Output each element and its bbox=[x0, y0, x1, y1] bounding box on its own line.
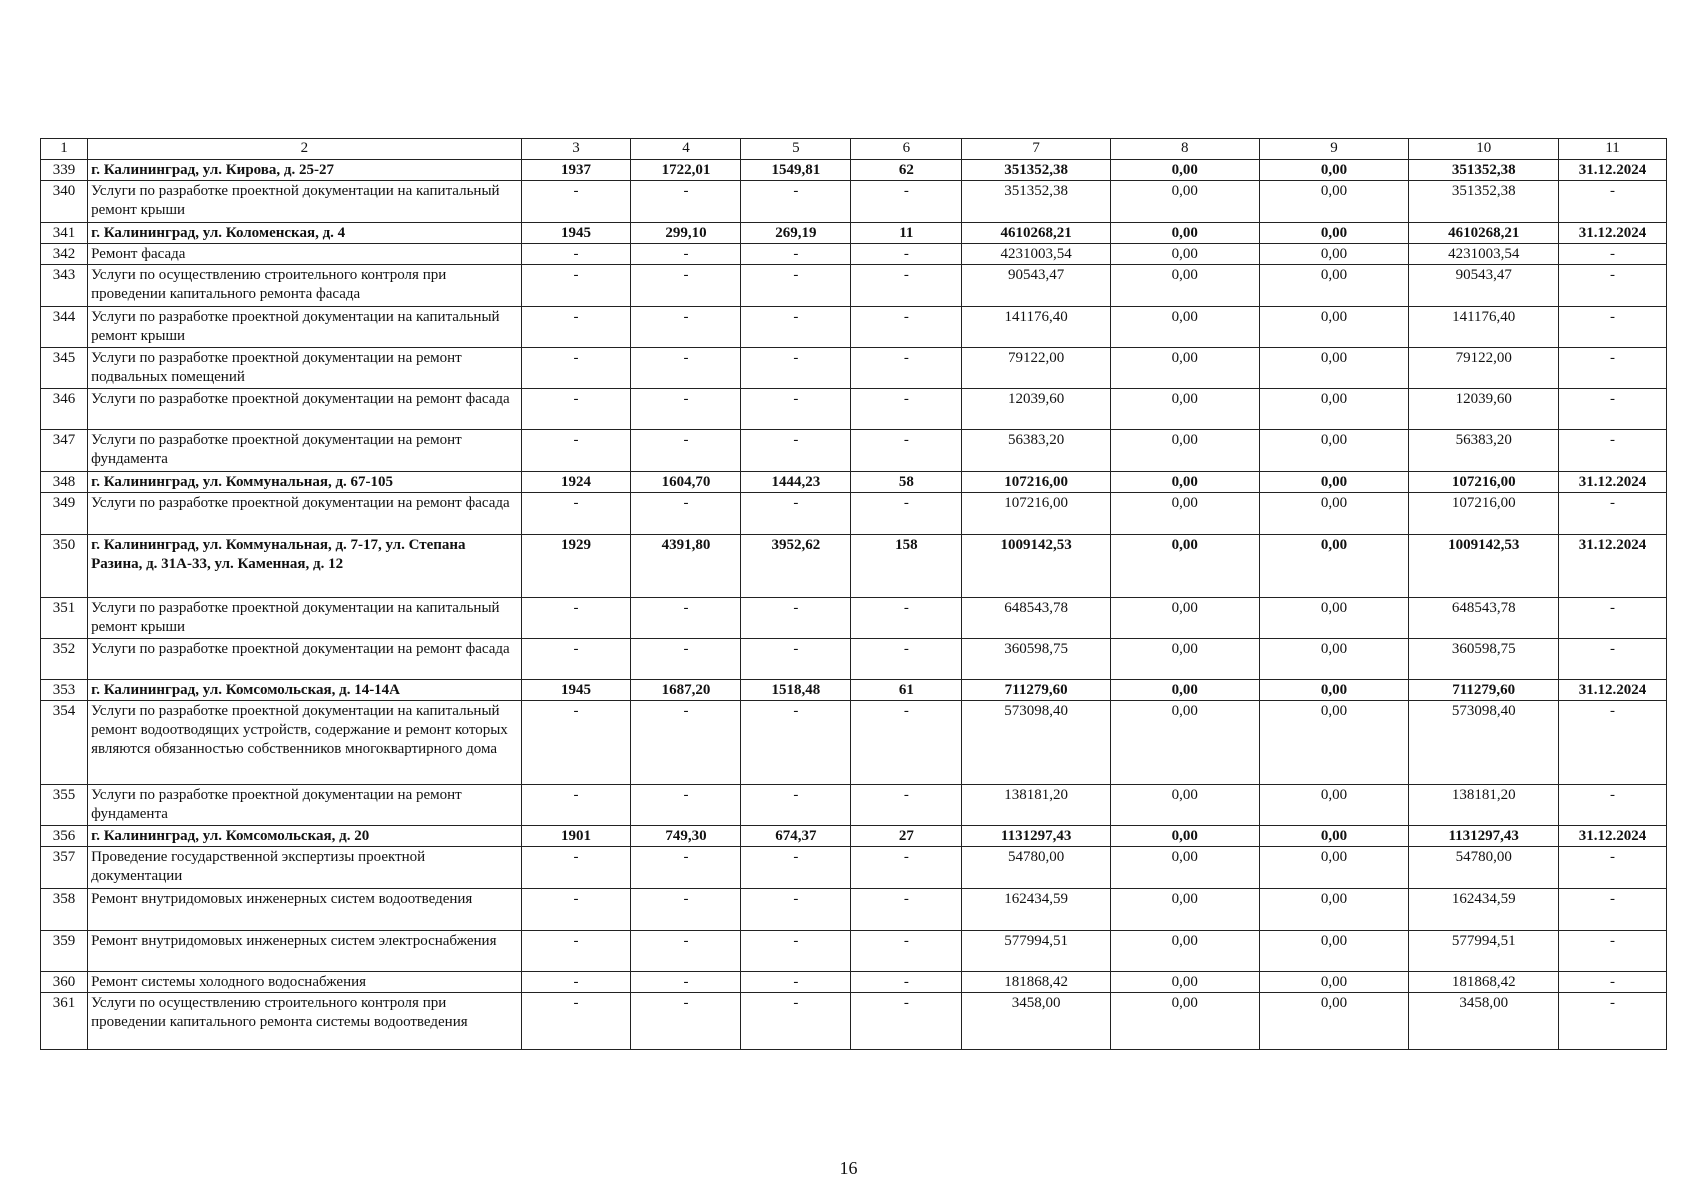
cell-year-built: 1901 bbox=[521, 826, 631, 847]
cell-owner-funds: 1009142,53 bbox=[1409, 535, 1559, 598]
cell-description: г. Калининград, ул. Коммунальная, д. 7-17, ул. Степана Разина, д. 31А-33, ул. Каменная, д. 12 bbox=[88, 535, 521, 598]
building-row bbox=[41, 223, 1667, 244]
column-header-11: 11 bbox=[1559, 139, 1667, 160]
cell-total-area: 1604,70 bbox=[631, 472, 741, 493]
cell-total-cost: 648543,78 bbox=[962, 598, 1111, 639]
cell-year-built: - bbox=[521, 181, 631, 223]
cell-fund-a-amount: 0,00 bbox=[1110, 181, 1259, 223]
cell-total-cost: 360598,75 bbox=[962, 639, 1111, 680]
cell-residents: 58 bbox=[851, 472, 962, 493]
cell-residents: - bbox=[851, 348, 962, 389]
cell-total-cost: 141176,40 bbox=[962, 307, 1111, 348]
cell-year-built: - bbox=[521, 348, 631, 389]
cell-completion-date: - bbox=[1559, 265, 1667, 307]
cell-living-area: - bbox=[741, 931, 851, 972]
cell-description: г. Калининград, ул. Комсомольская, д. 14-14А bbox=[88, 680, 521, 701]
cell-fund-b-amount: 0,00 bbox=[1259, 847, 1409, 889]
work-item-row bbox=[41, 348, 1667, 389]
cell-total-cost: 107216,00 bbox=[962, 493, 1111, 535]
cell-completion-date: - bbox=[1559, 785, 1667, 826]
cell-total-area: 1687,20 bbox=[631, 680, 741, 701]
cell-living-area: - bbox=[741, 493, 851, 535]
cell-completion-date: - bbox=[1559, 244, 1667, 265]
cell-total-area: 1722,01 bbox=[631, 160, 741, 181]
cell-completion-date: - bbox=[1559, 993, 1667, 1050]
cell-living-area: - bbox=[741, 847, 851, 889]
cell-completion-date: 31.12.2024 bbox=[1559, 160, 1667, 181]
work-item-row bbox=[41, 639, 1667, 680]
cell-year-built: - bbox=[521, 639, 631, 680]
cell-fund-b-amount: 0,00 bbox=[1259, 680, 1409, 701]
cell-year-built: - bbox=[521, 889, 631, 931]
column-header-5: 5 bbox=[741, 139, 851, 160]
cell-fund-b-amount: 0,00 bbox=[1259, 931, 1409, 972]
cell-row-number: 348 bbox=[41, 472, 88, 493]
cell-row-number: 343 bbox=[41, 265, 88, 307]
cell-total-area: - bbox=[631, 931, 741, 972]
cell-owner-funds: 3458,00 bbox=[1409, 993, 1559, 1050]
work-item-row bbox=[41, 493, 1667, 535]
cell-fund-a-amount: 0,00 bbox=[1110, 931, 1259, 972]
cell-fund-b-amount: 0,00 bbox=[1259, 244, 1409, 265]
cell-total-area: - bbox=[631, 785, 741, 826]
cell-total-cost: 90543,47 bbox=[962, 265, 1111, 307]
cell-completion-date: - bbox=[1559, 847, 1667, 889]
cell-residents: - bbox=[851, 993, 962, 1050]
cell-fund-a-amount: 0,00 bbox=[1110, 993, 1259, 1050]
cell-description: Услуги по разработке проектной документации на ремонт фасада bbox=[88, 493, 521, 535]
cell-living-area: - bbox=[741, 348, 851, 389]
cell-completion-date: 31.12.2024 bbox=[1559, 826, 1667, 847]
cell-owner-funds: 573098,40 bbox=[1409, 701, 1559, 785]
cell-completion-date: 31.12.2024 bbox=[1559, 535, 1667, 598]
cell-total-cost: 577994,51 bbox=[962, 931, 1111, 972]
cell-year-built: 1945 bbox=[521, 223, 631, 244]
cell-fund-b-amount: 0,00 bbox=[1259, 535, 1409, 598]
cell-residents: - bbox=[851, 307, 962, 348]
cell-total-cost: 138181,20 bbox=[962, 785, 1111, 826]
cell-owner-funds: 54780,00 bbox=[1409, 847, 1559, 889]
cell-row-number: 350 bbox=[41, 535, 88, 598]
cell-row-number: 342 bbox=[41, 244, 88, 265]
cell-total-area: - bbox=[631, 889, 741, 931]
work-item-row bbox=[41, 598, 1667, 639]
cell-total-area: - bbox=[631, 265, 741, 307]
cell-total-area: 299,10 bbox=[631, 223, 741, 244]
cell-living-area: 3952,62 bbox=[741, 535, 851, 598]
cell-residents: 61 bbox=[851, 680, 962, 701]
cell-residents: - bbox=[851, 493, 962, 535]
cell-fund-a-amount: 0,00 bbox=[1110, 639, 1259, 680]
cell-total-area: - bbox=[631, 348, 741, 389]
work-item-row bbox=[41, 972, 1667, 993]
cell-completion-date: - bbox=[1559, 889, 1667, 931]
cell-total-cost: 3458,00 bbox=[962, 993, 1111, 1050]
cell-total-area: - bbox=[631, 598, 741, 639]
cell-owner-funds: 56383,20 bbox=[1409, 430, 1559, 472]
work-item-row bbox=[41, 701, 1667, 785]
cell-fund-b-amount: 0,00 bbox=[1259, 598, 1409, 639]
cell-residents: - bbox=[851, 181, 962, 223]
cell-residents: - bbox=[851, 389, 962, 430]
work-item-row bbox=[41, 889, 1667, 931]
column-header-1: 1 bbox=[41, 139, 88, 160]
cell-owner-funds: 360598,75 bbox=[1409, 639, 1559, 680]
cell-fund-b-amount: 0,00 bbox=[1259, 785, 1409, 826]
cell-total-cost: 1131297,43 bbox=[962, 826, 1111, 847]
cell-residents: - bbox=[851, 244, 962, 265]
cell-row-number: 351 bbox=[41, 598, 88, 639]
cell-row-number: 347 bbox=[41, 430, 88, 472]
cell-year-built: - bbox=[521, 993, 631, 1050]
cell-description: г. Калининград, ул. Комсомольская, д. 20 bbox=[88, 826, 521, 847]
cell-description: г. Калининград, ул. Коммунальная, д. 67-105 bbox=[88, 472, 521, 493]
cell-owner-funds: 1131297,43 bbox=[1409, 826, 1559, 847]
column-header-3: 3 bbox=[521, 139, 631, 160]
cell-fund-b-amount: 0,00 bbox=[1259, 993, 1409, 1050]
cell-total-area: - bbox=[631, 493, 741, 535]
cell-residents: - bbox=[851, 639, 962, 680]
cell-fund-a-amount: 0,00 bbox=[1110, 307, 1259, 348]
cell-completion-date: - bbox=[1559, 307, 1667, 348]
cell-living-area: - bbox=[741, 181, 851, 223]
building-row bbox=[41, 160, 1667, 181]
cell-total-area: - bbox=[631, 430, 741, 472]
cell-residents: - bbox=[851, 785, 962, 826]
cell-living-area: - bbox=[741, 785, 851, 826]
cell-fund-b-amount: 0,00 bbox=[1259, 389, 1409, 430]
work-item-row bbox=[41, 847, 1667, 889]
cell-owner-funds: 577994,51 bbox=[1409, 931, 1559, 972]
cell-completion-date: - bbox=[1559, 598, 1667, 639]
work-item-row bbox=[41, 430, 1667, 472]
cell-living-area: - bbox=[741, 972, 851, 993]
cell-fund-a-amount: 0,00 bbox=[1110, 680, 1259, 701]
cell-residents: - bbox=[851, 931, 962, 972]
cell-year-built: - bbox=[521, 307, 631, 348]
cell-description: Ремонт внутридомовых инженерных систем электроснабжения bbox=[88, 931, 521, 972]
work-item-row bbox=[41, 307, 1667, 348]
cell-completion-date: 31.12.2024 bbox=[1559, 680, 1667, 701]
cell-fund-a-amount: 0,00 bbox=[1110, 847, 1259, 889]
work-item-row bbox=[41, 785, 1667, 826]
cell-owner-funds: 141176,40 bbox=[1409, 307, 1559, 348]
work-item-row bbox=[41, 389, 1667, 430]
cell-living-area: - bbox=[741, 701, 851, 785]
cell-living-area: 1518,48 bbox=[741, 680, 851, 701]
cell-owner-funds: 79122,00 bbox=[1409, 348, 1559, 389]
building-row bbox=[41, 535, 1667, 598]
cell-fund-b-amount: 0,00 bbox=[1259, 181, 1409, 223]
cell-fund-a-amount: 0,00 bbox=[1110, 972, 1259, 993]
cell-fund-b-amount: 0,00 bbox=[1259, 265, 1409, 307]
cell-residents: - bbox=[851, 598, 962, 639]
cell-owner-funds: 4610268,21 bbox=[1409, 223, 1559, 244]
cell-owner-funds: 351352,38 bbox=[1409, 160, 1559, 181]
cell-description: Ремонт фасада bbox=[88, 244, 521, 265]
cell-fund-a-amount: 0,00 bbox=[1110, 389, 1259, 430]
cell-total-area: 4391,80 bbox=[631, 535, 741, 598]
cell-residents: 62 bbox=[851, 160, 962, 181]
cell-residents: 11 bbox=[851, 223, 962, 244]
cell-owner-funds: 107216,00 bbox=[1409, 472, 1559, 493]
cell-completion-date: - bbox=[1559, 430, 1667, 472]
cell-total-cost: 573098,40 bbox=[962, 701, 1111, 785]
cell-total-cost: 56383,20 bbox=[962, 430, 1111, 472]
cell-total-area: - bbox=[631, 993, 741, 1050]
cell-fund-b-amount: 0,00 bbox=[1259, 826, 1409, 847]
cell-owner-funds: 648543,78 bbox=[1409, 598, 1559, 639]
cell-total-area: - bbox=[631, 181, 741, 223]
cell-fund-a-amount: 0,00 bbox=[1110, 265, 1259, 307]
cell-fund-b-amount: 0,00 bbox=[1259, 701, 1409, 785]
work-item-row bbox=[41, 181, 1667, 223]
cell-year-built: - bbox=[521, 847, 631, 889]
cell-completion-date: - bbox=[1559, 389, 1667, 430]
cell-fund-a-amount: 0,00 bbox=[1110, 493, 1259, 535]
cell-row-number: 339 bbox=[41, 160, 88, 181]
cell-owner-funds: 90543,47 bbox=[1409, 265, 1559, 307]
cell-fund-a-amount: 0,00 bbox=[1110, 160, 1259, 181]
building-row bbox=[41, 826, 1667, 847]
cell-living-area: 1444,23 bbox=[741, 472, 851, 493]
cell-description: Услуги по осуществлению строительного контроля при проведении капитального ремонта системы водоотведения bbox=[88, 993, 521, 1050]
cell-row-number: 352 bbox=[41, 639, 88, 680]
cell-year-built: - bbox=[521, 265, 631, 307]
cell-fund-b-amount: 0,00 bbox=[1259, 889, 1409, 931]
cell-owner-funds: 12039,60 bbox=[1409, 389, 1559, 430]
cell-owner-funds: 162434,59 bbox=[1409, 889, 1559, 931]
cell-description: Услуги по разработке проектной документации на капитальный ремонт крыши bbox=[88, 307, 521, 348]
cell-total-cost: 107216,00 bbox=[962, 472, 1111, 493]
cell-description: Услуги по разработке проектной документации на ремонт фасада bbox=[88, 389, 521, 430]
cell-total-area: - bbox=[631, 847, 741, 889]
cell-row-number: 357 bbox=[41, 847, 88, 889]
cell-total-area: - bbox=[631, 307, 741, 348]
cell-year-built: - bbox=[521, 598, 631, 639]
cell-living-area: - bbox=[741, 430, 851, 472]
cell-residents: - bbox=[851, 972, 962, 993]
cell-owner-funds: 351352,38 bbox=[1409, 181, 1559, 223]
cell-row-number: 346 bbox=[41, 389, 88, 430]
cell-residents: 27 bbox=[851, 826, 962, 847]
cell-description: Проведение государственной экспертизы проектной документации bbox=[88, 847, 521, 889]
cell-fund-b-amount: 0,00 bbox=[1259, 472, 1409, 493]
cell-row-number: 360 bbox=[41, 972, 88, 993]
column-header-8: 8 bbox=[1110, 139, 1259, 160]
cell-living-area: - bbox=[741, 598, 851, 639]
cell-fund-a-amount: 0,00 bbox=[1110, 889, 1259, 931]
cell-residents: 158 bbox=[851, 535, 962, 598]
cell-living-area: - bbox=[741, 265, 851, 307]
cell-row-number: 359 bbox=[41, 931, 88, 972]
cell-year-built: - bbox=[521, 931, 631, 972]
cell-row-number: 356 bbox=[41, 826, 88, 847]
cell-completion-date: - bbox=[1559, 639, 1667, 680]
cell-completion-date: 31.12.2024 bbox=[1559, 472, 1667, 493]
cell-living-area: 269,19 bbox=[741, 223, 851, 244]
cell-year-built: 1924 bbox=[521, 472, 631, 493]
column-header-2: 2 bbox=[88, 139, 521, 160]
cell-total-cost: 54780,00 bbox=[962, 847, 1111, 889]
cell-fund-a-amount: 0,00 bbox=[1110, 598, 1259, 639]
cell-fund-a-amount: 0,00 bbox=[1110, 223, 1259, 244]
cell-year-built: 1929 bbox=[521, 535, 631, 598]
cell-fund-a-amount: 0,00 bbox=[1110, 430, 1259, 472]
building-row bbox=[41, 680, 1667, 701]
column-header-7: 7 bbox=[962, 139, 1111, 160]
cell-description: Услуги по разработке проектной документации на ремонт фасада bbox=[88, 639, 521, 680]
cell-total-cost: 181868,42 bbox=[962, 972, 1111, 993]
cell-fund-b-amount: 0,00 bbox=[1259, 493, 1409, 535]
cell-fund-b-amount: 0,00 bbox=[1259, 348, 1409, 389]
cell-fund-a-amount: 0,00 bbox=[1110, 701, 1259, 785]
cell-row-number: 353 bbox=[41, 680, 88, 701]
building-row bbox=[41, 472, 1667, 493]
cell-description: Услуги по разработке проектной документации на капитальный ремонт крыши bbox=[88, 181, 521, 223]
work-item-row bbox=[41, 265, 1667, 307]
cell-owner-funds: 138181,20 bbox=[1409, 785, 1559, 826]
cell-fund-a-amount: 0,00 bbox=[1110, 535, 1259, 598]
cell-living-area: - bbox=[741, 889, 851, 931]
column-header-4: 4 bbox=[631, 139, 741, 160]
cell-completion-date: - bbox=[1559, 181, 1667, 223]
cell-fund-a-amount: 0,00 bbox=[1110, 348, 1259, 389]
cell-row-number: 345 bbox=[41, 348, 88, 389]
cell-year-built: - bbox=[521, 785, 631, 826]
cell-description: Услуги по разработке проектной документации на капитальный ремонт водоотводящих устройств, содержание и ремонт которых являются обязанностью собственников многоквартирного дома bbox=[88, 701, 521, 785]
cell-year-built: - bbox=[521, 244, 631, 265]
cell-total-cost: 351352,38 bbox=[962, 160, 1111, 181]
cell-total-area: - bbox=[631, 701, 741, 785]
cell-description: Услуги по осуществлению строительного контроля при проведении капитального ремонта фасада bbox=[88, 265, 521, 307]
cell-completion-date: 31.12.2024 bbox=[1559, 223, 1667, 244]
column-header-9: 9 bbox=[1259, 139, 1409, 160]
cell-total-area: - bbox=[631, 972, 741, 993]
cell-row-number: 361 bbox=[41, 993, 88, 1050]
cell-owner-funds: 181868,42 bbox=[1409, 972, 1559, 993]
page-number: 16 bbox=[839, 1158, 858, 1178]
cell-completion-date: - bbox=[1559, 972, 1667, 993]
cell-year-built: 1937 bbox=[521, 160, 631, 181]
cell-total-cost: 79122,00 bbox=[962, 348, 1111, 389]
cell-description: Ремонт системы холодного водоснабжения bbox=[88, 972, 521, 993]
cell-fund-a-amount: 0,00 bbox=[1110, 785, 1259, 826]
cell-owner-funds: 711279,60 bbox=[1409, 680, 1559, 701]
cell-living-area: - bbox=[741, 244, 851, 265]
column-number-header-row bbox=[41, 139, 1667, 160]
column-header-6: 6 bbox=[851, 139, 962, 160]
cell-completion-date: - bbox=[1559, 701, 1667, 785]
cell-living-area: - bbox=[741, 639, 851, 680]
cell-completion-date: - bbox=[1559, 931, 1667, 972]
cell-year-built: - bbox=[521, 430, 631, 472]
cell-total-cost: 162434,59 bbox=[962, 889, 1111, 931]
cell-row-number: 340 bbox=[41, 181, 88, 223]
cell-year-built: - bbox=[521, 389, 631, 430]
cell-description: Услуги по разработке проектной документации на капитальный ремонт крыши bbox=[88, 598, 521, 639]
cell-fund-b-amount: 0,00 bbox=[1259, 972, 1409, 993]
cell-description: г. Калининград, ул. Кирова, д. 25-27 bbox=[88, 160, 521, 181]
cell-living-area: - bbox=[741, 389, 851, 430]
cell-year-built: - bbox=[521, 972, 631, 993]
cell-total-area: - bbox=[631, 244, 741, 265]
cell-total-area: - bbox=[631, 639, 741, 680]
cell-owner-funds: 107216,00 bbox=[1409, 493, 1559, 535]
cell-fund-b-amount: 0,00 bbox=[1259, 307, 1409, 348]
repair-plan-table bbox=[40, 138, 1667, 1050]
cell-fund-a-amount: 0,00 bbox=[1110, 244, 1259, 265]
cell-fund-a-amount: 0,00 bbox=[1110, 826, 1259, 847]
cell-total-cost: 4610268,21 bbox=[962, 223, 1111, 244]
cell-residents: - bbox=[851, 847, 962, 889]
cell-total-cost: 4231003,54 bbox=[962, 244, 1111, 265]
cell-total-cost: 1009142,53 bbox=[962, 535, 1111, 598]
cell-living-area: - bbox=[741, 993, 851, 1050]
cell-row-number: 349 bbox=[41, 493, 88, 535]
cell-total-cost: 711279,60 bbox=[962, 680, 1111, 701]
cell-residents: - bbox=[851, 430, 962, 472]
column-header-10: 10 bbox=[1409, 139, 1559, 160]
cell-total-area: 749,30 bbox=[631, 826, 741, 847]
work-item-row bbox=[41, 244, 1667, 265]
cell-completion-date: - bbox=[1559, 348, 1667, 389]
cell-description: Услуги по разработке проектной документации на ремонт фундамента bbox=[88, 785, 521, 826]
cell-living-area: - bbox=[741, 307, 851, 348]
cell-fund-b-amount: 0,00 bbox=[1259, 160, 1409, 181]
cell-description: Услуги по разработке проектной документации на ремонт фундамента bbox=[88, 430, 521, 472]
cell-description: Услуги по разработке проектной документации на ремонт подвальных помещений bbox=[88, 348, 521, 389]
cell-row-number: 344 bbox=[41, 307, 88, 348]
cell-row-number: 341 bbox=[41, 223, 88, 244]
cell-year-built: - bbox=[521, 701, 631, 785]
cell-residents: - bbox=[851, 701, 962, 785]
cell-fund-b-amount: 0,00 bbox=[1259, 639, 1409, 680]
cell-living-area: 1549,81 bbox=[741, 160, 851, 181]
cell-total-cost: 12039,60 bbox=[962, 389, 1111, 430]
cell-living-area: 674,37 bbox=[741, 826, 851, 847]
cell-residents: - bbox=[851, 889, 962, 931]
cell-fund-b-amount: 0,00 bbox=[1259, 430, 1409, 472]
cell-row-number: 354 bbox=[41, 701, 88, 785]
cell-description: г. Калининград, ул. Коломенская, д. 4 bbox=[88, 223, 521, 244]
cell-total-area: - bbox=[631, 389, 741, 430]
cell-row-number: 355 bbox=[41, 785, 88, 826]
cell-description: Ремонт внутридомовых инженерных систем водоотведения bbox=[88, 889, 521, 931]
cell-total-cost: 351352,38 bbox=[962, 181, 1111, 223]
cell-year-built: 1945 bbox=[521, 680, 631, 701]
cell-fund-b-amount: 0,00 bbox=[1259, 223, 1409, 244]
cell-residents: - bbox=[851, 265, 962, 307]
work-item-row bbox=[41, 931, 1667, 972]
cell-owner-funds: 4231003,54 bbox=[1409, 244, 1559, 265]
cell-year-built: - bbox=[521, 493, 631, 535]
work-item-row bbox=[41, 993, 1667, 1050]
cell-completion-date: - bbox=[1559, 493, 1667, 535]
cell-row-number: 358 bbox=[41, 889, 88, 931]
cell-fund-a-amount: 0,00 bbox=[1110, 472, 1259, 493]
